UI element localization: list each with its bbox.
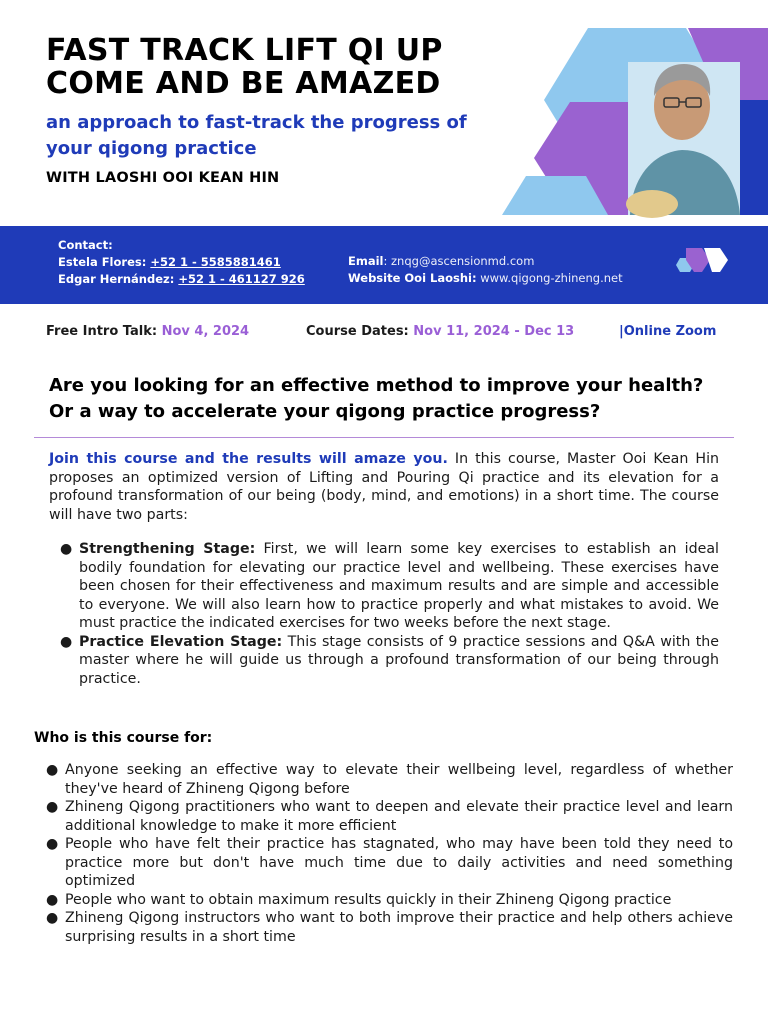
title-line-1: FAST TRACK LIFT QI UP [46, 33, 443, 68]
flyer-header [0, 0, 768, 226]
email-label: Email [348, 254, 384, 268]
question-line-1: Are you looking for an effective method to improve your health? [49, 375, 704, 396]
intro-paragraph [49, 450, 719, 524]
intro-lead: Join this course and the results will amaze you. [49, 451, 448, 467]
list-item [46, 798, 733, 835]
course-dates-value: Nov 11, 2024 - Dec 13 [413, 324, 575, 339]
contact-band [0, 226, 768, 304]
contact-person-2-name: Edgar Hernández [58, 272, 170, 286]
header-decoration [490, 0, 768, 226]
bullet-icon: ● [46, 762, 59, 778]
bullet-icon: ● [46, 836, 59, 852]
teacher-portrait [626, 62, 740, 218]
website-row [348, 270, 623, 287]
list-item [60, 633, 719, 689]
course-dates [306, 324, 574, 339]
bullet-icon: ● [46, 799, 59, 815]
stage-title: Practice Elevation Stage: [79, 633, 283, 650]
audience-text: Zhineng Qigong instructors who want to both improve their practice and help others achieve surprising results in a short time [65, 910, 733, 945]
contact-heading: Contact: [58, 238, 113, 252]
audience-text: People who have felt their practice has stagnated, who may have been told they need to practice more but don't have much time due to daily activities and need something optimized [65, 836, 733, 889]
intro-talk [46, 324, 249, 339]
intro-body: In this course, Master Ooi Kean Hin proposes an optimized version of Lifting and Pouring Qi practice and its elevation for a profound transformation of our being (body, mind, and emotions) in a short time. The course will have two parts: [49, 451, 719, 523]
contact-person-1 [58, 254, 305, 271]
stage-text: First, we will learn some key exercises to establish an ideal bodily foundation for elevating our practice level and wellbeing. These exercises have been chosen for their effectiveness and maximum results and are simple and accessible to everyone. We will also learn how to practice properly and what mistakes to avoid. We must practice the indicated exercises for two weeks before the next stage. [79, 541, 719, 631]
audience-heading: Who is this course for: [34, 730, 213, 746]
list-item [46, 909, 733, 946]
bullet-icon: ● [60, 633, 73, 650]
bullet-icon: ● [46, 910, 59, 926]
contact-person-2-phone[interactable]: +52 1 - 461127 926 [178, 272, 305, 286]
headline-question [49, 373, 739, 425]
bullet-icon: ● [46, 891, 59, 908]
intro-talk-label: Free Intro Talk: [46, 324, 158, 339]
audience-text: Anyone seeking an effective way to elevate their wellbeing level, regardless of whether they've heard of Zhineng Qigong before [65, 762, 733, 797]
contact-right [348, 253, 623, 287]
email-row: Email: znqg@ascensionmd.com [348, 254, 535, 268]
online-mode: |Online Zoom [619, 324, 717, 339]
website-label: Website Ooi Laoshi: [348, 271, 477, 285]
audience-text: People who want to obtain maximum results quickly in their Zhineng Qigong practice [65, 891, 672, 908]
subtitle: an approach to fast-track the progress of your qigong practice [46, 112, 467, 159]
page-title [46, 34, 443, 100]
hexagon-logo-icon [672, 244, 736, 280]
stages-list [60, 540, 719, 688]
stage-text: This stage consists of 9 practice sessions and Q&A with the master where he will guide us through a profound transformation of our being through practice. [79, 633, 720, 687]
list-item [60, 540, 719, 633]
bullet-icon: ● [60, 541, 73, 557]
list-item [46, 835, 733, 891]
divider [34, 437, 734, 438]
list-item [46, 891, 733, 910]
audience-list [46, 761, 733, 946]
contact-person-1-name: Estela Flores: [58, 255, 147, 269]
course-dates-label: Course Dates: [306, 324, 409, 339]
question-line-2: Or a way to accelerate your qigong practice progress? [49, 401, 601, 422]
title-line-2: COME AND BE AMAZED [46, 66, 441, 101]
stage-title: Strengthening Stage: [79, 541, 256, 557]
teacher-line: WITH LAOSHI OOI KEAN HIN [46, 170, 280, 186]
audience-text: Zhineng Qigong practitioners who want to deepen and elevate their practice level and learn additional knowledge to make it more efficient [65, 799, 733, 834]
website-link[interactable]: www.qigong-zhineng.net [480, 271, 623, 285]
contact-left [58, 237, 305, 288]
contact-person-2: Edgar Hernández: +52 1 - 461127 926 [58, 272, 305, 286]
list-item [46, 761, 733, 798]
email-link[interactable]: znqg@ascensionmd.com [391, 254, 535, 268]
contact-person-1-phone[interactable]: +52 1 - 5585881461 [150, 255, 281, 269]
intro-talk-date: Nov 4, 2024 [161, 324, 250, 339]
